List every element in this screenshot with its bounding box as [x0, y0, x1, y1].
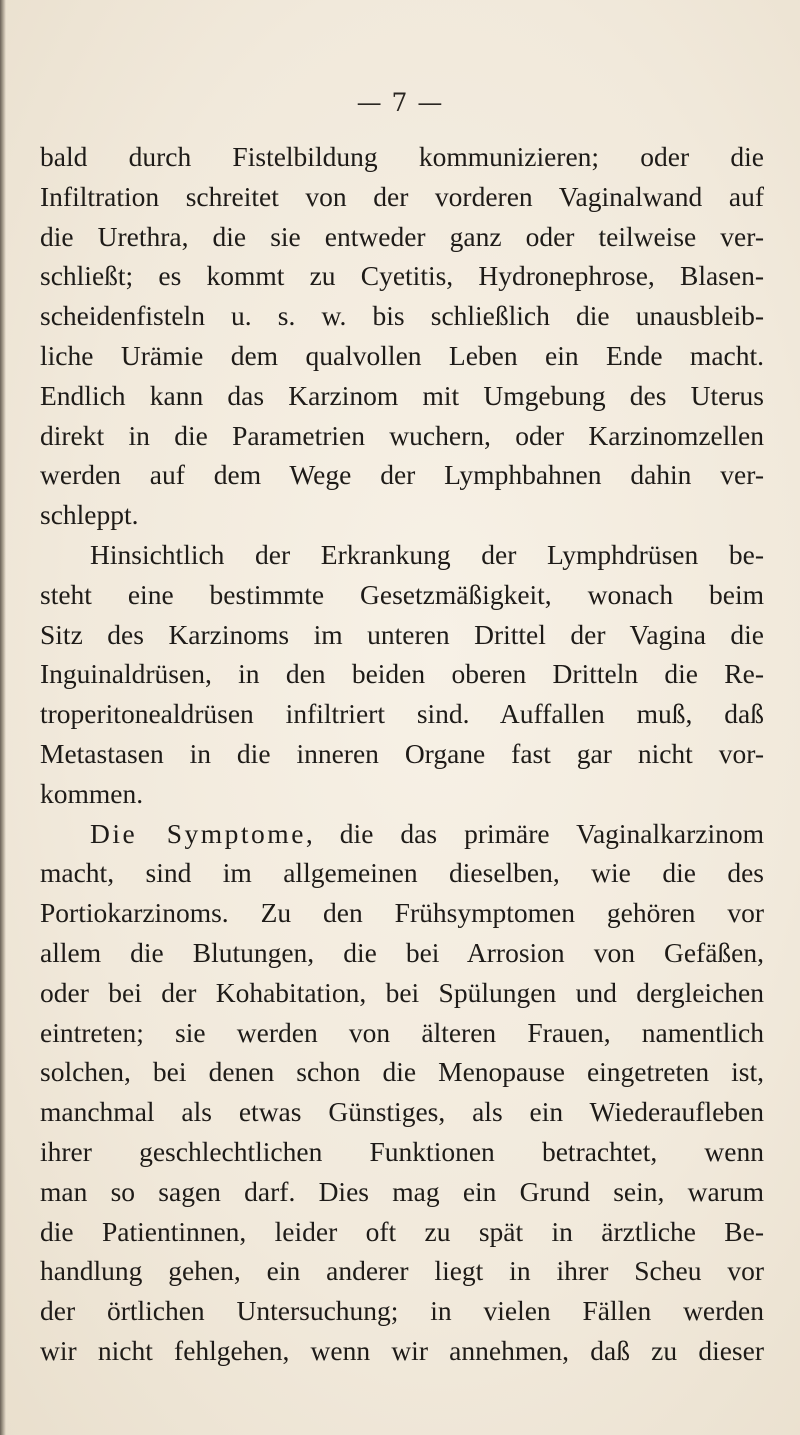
- text-line: schleppt.: [40, 499, 139, 531]
- text-line: manchmal als etwas Günstiges, als ein Wiederaufleben: [40, 1096, 764, 1128]
- text-line: macht, sind im allgemeinen dieselben, wie die des: [40, 857, 764, 889]
- text-line: werden auf dem Wege der Lymphbahnen dahin ver-: [40, 459, 764, 491]
- page-number: — 7 —: [356, 88, 444, 117]
- body-text: [40, 137, 764, 1371]
- paragraph-start-line: [40, 814, 764, 854]
- text-line: kommen.: [40, 777, 144, 809]
- text-line: Endlich kann das Karzinom mit Umgebung des Uterus: [40, 379, 764, 411]
- text-line: allem die Blutungen, die bei Arrosion von Gefäßen,: [40, 936, 764, 968]
- paragraph-start-line: Hinsichtlich der Erkrankung der Lymphdrüsen be-: [90, 538, 764, 570]
- text-line: ihrer geschlechtlichen Funktionen betrachtet, wenn: [40, 1135, 764, 1167]
- text-line: wir nicht fehlgehen, wenn wir annehmen, daß zu dieser: [40, 1334, 764, 1366]
- text-line: eintreten; sie werden von älteren Frauen, namentlich: [40, 1016, 764, 1048]
- text-line: Inguinaldrüsen, in den beiden oberen Dritteln die Re-: [40, 658, 764, 690]
- text-line: liche Urämie dem qualvollen Leben ein Ende macht.: [40, 339, 764, 371]
- text-line: Portiokarzinoms. Zu den Frühsymptomen gehören vor: [40, 897, 764, 929]
- text-line: die Urethra, die sie entweder ganz oder teilweise ver-: [40, 220, 764, 252]
- text-line: Metastasen in die inneren Organe fast gar nicht vor-: [40, 737, 764, 769]
- text-line: man so sagen darf. Dies mag ein Grund sein, warum: [40, 1175, 764, 1207]
- text-line: solchen, bei denen schon die Menopause eingetreten ist,: [40, 1056, 764, 1088]
- text-line: der örtlichen Untersuchung; in vielen Fällen werden: [40, 1295, 764, 1327]
- text-line: direkt in die Parametrien wuchern, oder Karzinomzellen: [40, 419, 764, 451]
- text-line: troperitonealdrüsen infiltriert sind. Auffallen muß, daß: [40, 698, 764, 730]
- text-line: oder bei der Kohabitation, bei Spülungen und dergleichen: [40, 976, 764, 1008]
- text-line: bald durch Fistelbildung kommunizieren; oder die: [40, 141, 764, 172]
- text-line: scheidenfisteln u. s. w. bis schließlich die unausbleib-: [40, 300, 764, 332]
- text-line: Infiltration schreitet von der vorderen Vaginalwand auf: [40, 180, 764, 212]
- text-line: steht eine bestimmte Gesetzmäßigkeit, wonach beim: [40, 578, 764, 610]
- page-binding-edge: [0, 0, 6, 1435]
- symptom-heading-rest: , die das primäre Vaginalkarzinom: [305, 817, 764, 849]
- text-line: schließt; es kommt zu Cyetitis, Hydronephrose, Blasen-: [40, 260, 764, 292]
- text-line: die Patientinnen, leider oft zu spät in ärztliche Be-: [40, 1215, 764, 1247]
- text-line: Sitz des Karzinoms im unteren Drittel der Vagina die: [40, 618, 764, 650]
- text-line: handlung gehen, ein anderer liegt in ihrer Scheu vor: [40, 1255, 764, 1287]
- symptom-heading: Die Symptome: [90, 817, 306, 849]
